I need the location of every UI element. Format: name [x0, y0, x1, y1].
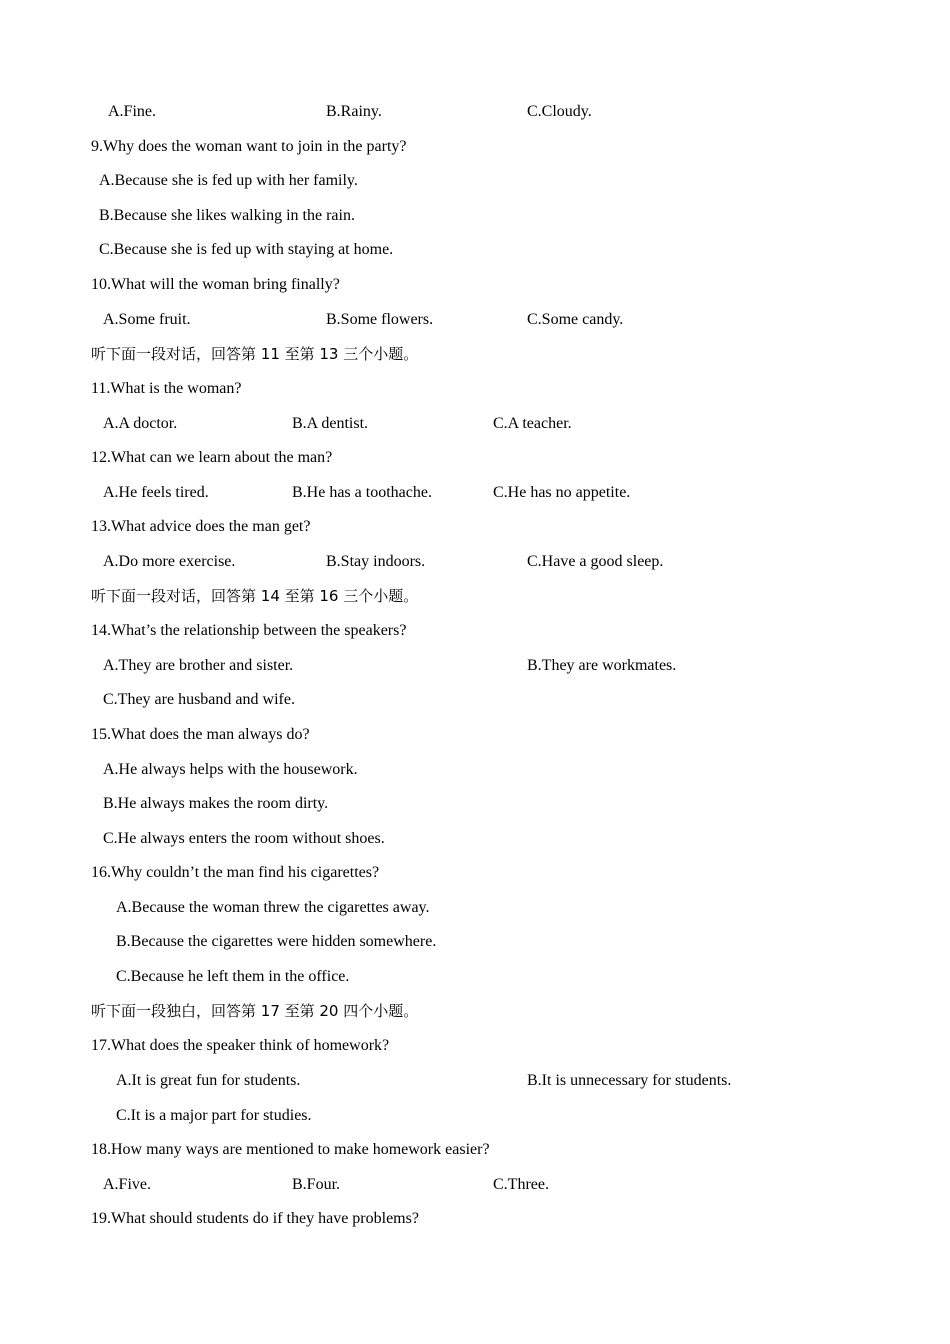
q9-option-c: C.Because she is fed up with staying at home.	[99, 241, 394, 258]
q16-option-c: C.Because he left them in the office.	[116, 968, 350, 985]
q18-option-b: B.Four.	[292, 1176, 341, 1193]
q13-question: 13.What advice does the man get?	[91, 518, 311, 535]
q9-option-b: B.Because she likes walking in the rain.	[99, 207, 355, 224]
q17-question: 17.What does the speaker think of homework?	[91, 1037, 390, 1054]
q10-option-b: B.Some flowers.	[326, 311, 434, 328]
q14-option-c: C.They are husband and wife.	[103, 691, 295, 708]
q15-option-c: C.He always enters the room without shoes.	[103, 830, 385, 847]
q8-option-b: B.Rainy.	[326, 103, 382, 120]
q11-option-c: C.A teacher.	[493, 415, 572, 432]
q10-question: 10.What will the woman bring finally?	[91, 276, 340, 293]
q11-option-a: A.A doctor.	[103, 415, 178, 432]
section-heading-11-13: 听下面一段对话，回答第 11 至第 13 三个小题。	[91, 345, 419, 363]
q17-option-a: A.It is great fun for students.	[116, 1072, 301, 1089]
q11-option-b: B.A dentist.	[292, 415, 369, 432]
q16-question: 16.Why couldn’t the man find his cigarettes?	[91, 864, 380, 881]
q15-question: 15.What does the man always do?	[91, 726, 310, 743]
q19-question: 19.What should students do if they have problems?	[91, 1210, 419, 1227]
q8-option-a: A.Fine.	[108, 103, 156, 120]
q18-option-a: A.Five.	[103, 1176, 151, 1193]
q12-option-b: B.He has a toothache.	[292, 484, 432, 501]
q18-option-c: C.Three.	[493, 1176, 549, 1193]
q9-question: 9.Why does the woman want to join in the party?	[91, 138, 407, 155]
q12-question: 12.What can we learn about the man?	[91, 449, 333, 466]
q14-option-a: A.They are brother and sister.	[103, 657, 294, 674]
q13-option-a: A.Do more exercise.	[103, 553, 236, 570]
q11-question: 11.What is the woman?	[91, 380, 242, 397]
q9-option-a: A.Because she is fed up with her family.	[99, 172, 358, 189]
q14-option-b: B.They are workmates.	[527, 657, 677, 674]
q17-option-b: B.It is unnecessary for students.	[527, 1072, 732, 1089]
q13-option-b: B.Stay indoors.	[326, 553, 426, 570]
q16-option-b: B.Because the cigarettes were hidden somewhere.	[116, 933, 437, 950]
q12-option-c: C.He has no appetite.	[493, 484, 631, 501]
q17-option-c: C.It is a major part for studies.	[116, 1107, 312, 1124]
q8-option-c: C.Cloudy.	[527, 103, 592, 120]
q15-option-b: B.He always makes the room dirty.	[103, 795, 329, 812]
q16-option-a: A.Because the woman threw the cigarettes away.	[116, 899, 430, 916]
q10-option-a: A.Some fruit.	[103, 311, 191, 328]
q18-question: 18.How many ways are mentioned to make homework easier?	[91, 1141, 490, 1158]
q10-option-c: C.Some candy.	[527, 311, 624, 328]
q14-question: 14.What’s the relationship between the speakers?	[91, 622, 407, 639]
section-heading-14-16: 听下面一段对话，回答第 14 至第 16 三个小题。	[91, 587, 419, 605]
q15-option-a: A.He always helps with the housework.	[103, 761, 358, 778]
section-heading-17-20: 听下面一段独白，回答第 17 至第 20 四个小题。	[91, 1002, 419, 1020]
q12-option-a: A.He feels tired.	[103, 484, 209, 501]
q13-option-c: C.Have a good sleep.	[527, 553, 664, 570]
